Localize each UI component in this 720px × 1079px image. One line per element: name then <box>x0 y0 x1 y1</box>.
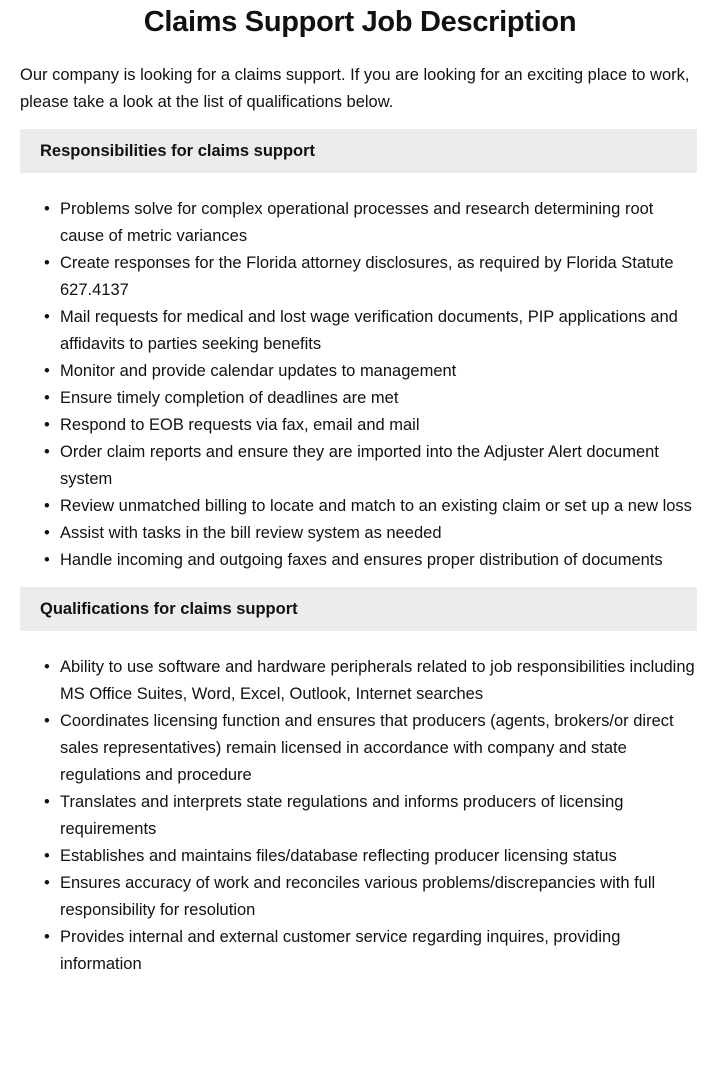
section-heading: Responsibilities for claims support <box>20 129 697 173</box>
list-item: • Establishes and maintains files/database reflecting producer licensing status <box>60 843 695 870</box>
list-item: • Order claim reports and ensure they are imported into the Adjuster Alert document system <box>60 439 695 493</box>
list-item: • Ensure timely completion of deadlines are met <box>60 385 695 412</box>
job-section <box>0 587 720 978</box>
sections-container <box>0 129 720 978</box>
list-item: • Ability to use software and hardware peripherals related to job responsibilities including MS Office Suites, Word, Excel, Outlook, Internet searches <box>60 654 695 708</box>
list-item: • Coordinates licensing function and ensures that producers (agents, brokers/or direct sales representatives) remain licensed in accordance with company and state regulations and procedure <box>60 708 695 789</box>
list-item: • Ensures accuracy of work and reconciles various problems/discrepancies with full responsibility for resolution <box>60 870 695 924</box>
list-item: • Review unmatched billing to locate and match to an existing claim or set up a new loss <box>60 493 695 520</box>
list-item: • Problems solve for complex operational processes and research determining root cause of metric variances <box>60 196 695 250</box>
list-item: • Respond to EOB requests via fax, email and mail <box>60 412 695 439</box>
list-item: • Monitor and provide calendar updates to management <box>60 358 695 385</box>
page-title: Claims Support Job Description <box>143 6 577 38</box>
bullet-list <box>60 196 695 574</box>
list-item: • Mail requests for medical and lost wage verification documents, PIP applications and affidavits to parties seeking benefits <box>60 304 695 358</box>
intro-paragraph: Our company is looking for a claims support. If you are looking for an exciting place to work, please take a look at the list of qualifications below. <box>20 66 690 111</box>
list-item: • Handle incoming and outgoing faxes and ensures proper distribution of documents <box>60 547 695 574</box>
list-item: • Create responses for the Florida attorney disclosures, as required by Florida Statute 627.4137 <box>60 250 695 304</box>
list-item: • Translates and interprets state regulations and informs producers of licensing requirements <box>60 789 695 843</box>
list-item: • Provides internal and external customer service regarding inquires, providing information <box>60 924 695 978</box>
bullet-list <box>60 654 695 978</box>
job-section <box>0 129 720 574</box>
list-item: • Assist with tasks in the bill review system as needed <box>60 520 695 547</box>
section-heading: Qualifications for claims support <box>20 587 697 631</box>
